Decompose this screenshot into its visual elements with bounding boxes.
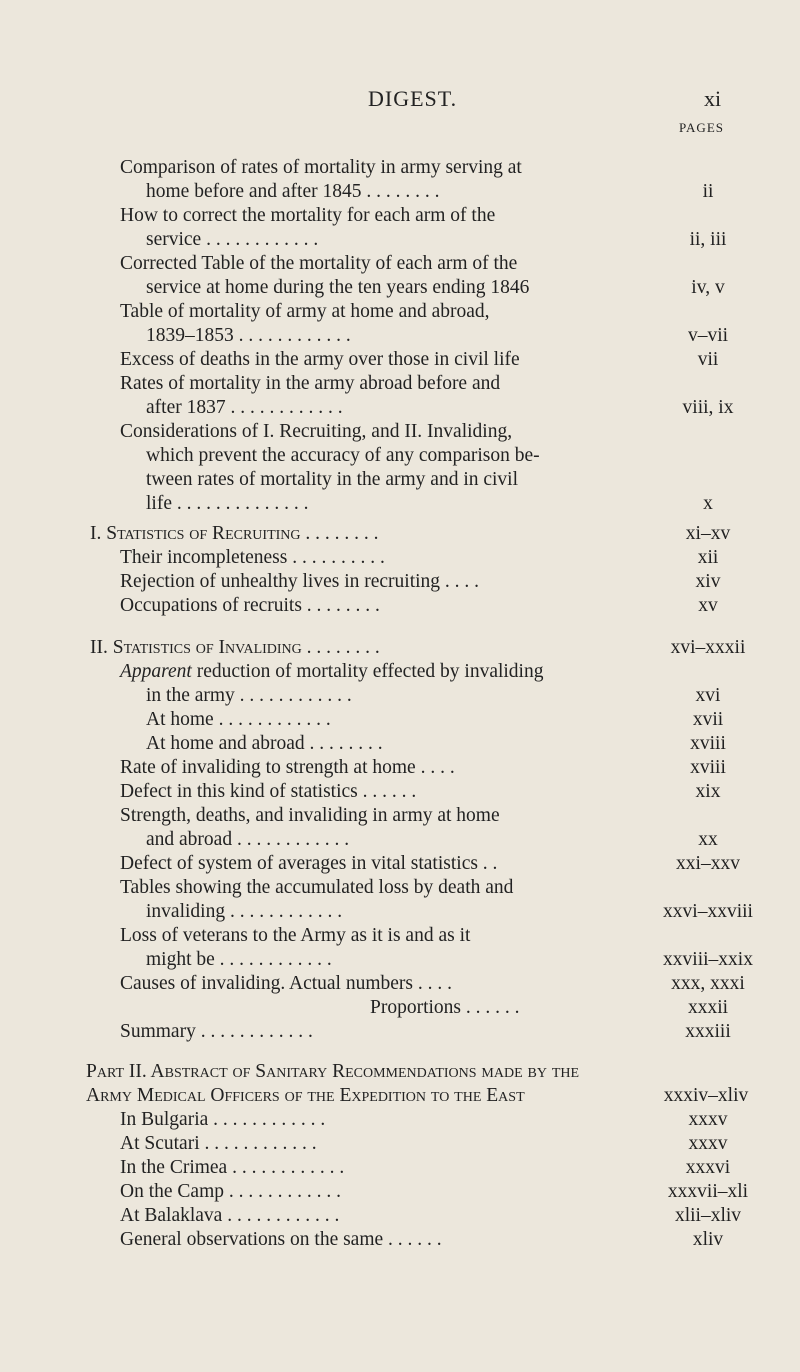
toc-entry-pages: xx (698, 829, 718, 850)
toc-entry-pages: xix (695, 781, 721, 802)
toc-entry-pages: vii (697, 349, 719, 370)
toc-entry-pages: ii (702, 181, 714, 202)
toc-entry-line: On the Camp . . . . . . . . . . . . (120, 1181, 341, 1202)
toc-entry-line: Defect of system of averages in vital statistics . . (120, 853, 498, 874)
toc-entry-pages: xv (698, 595, 718, 616)
toc-entry-line: In Bulgaria . . . . . . . . . . . . (120, 1109, 326, 1130)
toc-entry-pages: xxxvi (685, 1157, 731, 1178)
toc-entry-pages: xlii–xliv (674, 1205, 742, 1226)
toc-entry-line: 1839–1853 . . . . . . . . . . . . (146, 325, 351, 346)
toc-entry-line: Rejection of unhealthy lives in recruiting . . . . (120, 571, 480, 592)
toc-entry-pages: ii, iii (689, 229, 727, 250)
toc-entry-pages: xxxiii (685, 1021, 731, 1042)
toc-entry-line: in the army . . . . . . . . . . . . (146, 685, 352, 706)
toc-entry-line: Causes of invaliding. Actual numbers . . . . (120, 973, 452, 994)
toc-entry-line: In the Crimea . . . . . . . . . . . . (120, 1157, 345, 1178)
toc-entry-line: Loss of veterans to the Army as it is and as it (120, 925, 471, 946)
toc-entry-pages: x (703, 493, 713, 514)
toc-entry-line: Summary . . . . . . . . . . . . (120, 1021, 313, 1042)
running-head (0, 86, 800, 110)
toc-entry-line: II. Statistics of Invaliding . . . . . . . . (90, 637, 380, 658)
toc-entry-line: which prevent the accuracy of any comparison be- (146, 445, 540, 466)
toc-entry-pages: iv, v (691, 277, 725, 298)
toc-entry-pages: xxx, xxxi (671, 973, 745, 994)
toc-entry-line: Part II. Abstract of Sanitary Recommendations made by the (86, 1061, 580, 1082)
toc-entry-pages: xxxv (688, 1109, 728, 1130)
toc-entry-line: Tables showing the accumulated loss by death and (120, 877, 514, 898)
toc-entry-line: Strength, deaths, and invaliding in army at home (120, 805, 500, 826)
toc-entry-line: life . . . . . . . . . . . . . . (146, 493, 309, 514)
toc-entry-line: Excess of deaths in the army over those in civil life (120, 349, 520, 370)
toc-entry-pages: xxxiv–xliv (663, 1085, 749, 1106)
toc-entry-line: Occupations of recruits . . . . . . . . (120, 595, 380, 616)
toc-entry-pages: xvii (692, 709, 724, 730)
toc-entry-pages: xii (697, 547, 719, 568)
toc-entry-line: At home . . . . . . . . . . . . (146, 709, 331, 730)
toc-entry-line: General observations on the same . . . . . . (120, 1229, 442, 1250)
toc-entry-line: At Scutari . . . . . . . . . . . . (120, 1133, 317, 1154)
toc-entry-pages: xxxvii–xli (667, 1181, 749, 1202)
toc-entry-line: Corrected Table of the mortality of each arm of the (120, 253, 518, 274)
toc-entry-line: Defect in this kind of statistics . . . . . . (120, 781, 417, 802)
toc-entry-line: invaliding . . . . . . . . . . . . (146, 901, 343, 922)
toc-entry-pages: xviii (690, 757, 726, 778)
toc-entry-line: Proportions . . . . . . (370, 997, 520, 1018)
running-title: DIGEST. (368, 86, 458, 111)
toc-entry-pages: xxviii–xxix (663, 949, 753, 970)
toc-entry-line: might be . . . . . . . . . . . . (146, 949, 332, 970)
toc-entry-line: Comparison of rates of mortality in army serving at (120, 157, 522, 178)
toc-entry-pages: xxi–xxv (676, 853, 740, 874)
toc-entry-line: At home and abroad . . . . . . . . (146, 733, 383, 754)
toc-entry-pages: v–vii (687, 325, 729, 346)
toc-entry-pages: xviii (690, 733, 726, 754)
toc-entry-line: tween rates of mortality in the army and in civil (146, 469, 519, 490)
toc-entry-line: service at home during the ten years ending 1846 (146, 277, 530, 298)
toc-entry-line: Apparent reduction of mortality effected by invaliding (120, 661, 544, 682)
toc-entry-pages: xiv (695, 571, 721, 592)
toc-entry-pages: xxxii (687, 997, 729, 1018)
toc-entry-pages: xxvi–xxviii (663, 901, 753, 922)
toc-entry-line: Army Medical Officers of the Expedition to the East (86, 1085, 525, 1106)
toc-entry-pages: xxxv (688, 1133, 728, 1154)
toc-entry-line: How to correct the mortality for each arm of the (120, 205, 496, 226)
pages-column-heading: PAGES (679, 120, 724, 135)
toc-entry-pages: xvi (695, 685, 721, 706)
toc-entry-line: Their incompleteness . . . . . . . . . . (120, 547, 385, 568)
toc-entry-pages: xliv (692, 1229, 724, 1250)
toc-entry-line: and abroad . . . . . . . . . . . . (146, 829, 350, 850)
page-number: xi (704, 86, 722, 111)
toc-entry-line: I. Statistics of Recruiting . . . . . . . . (90, 523, 379, 544)
toc-entry-line: home before and after 1845 . . . . . . . . (146, 181, 440, 202)
toc-entry-pages: xvi–xxxii (670, 637, 746, 658)
toc-entry-line: Rate of invaliding to strength at home . . . . (120, 757, 455, 778)
toc-entry-line: Considerations of I. Recruiting, and II. Invaliding, (120, 421, 513, 442)
toc-entry-line: At Balaklava . . . . . . . . . . . . (120, 1205, 340, 1226)
toc-entry-pages: xi–xv (685, 523, 731, 544)
toc-entry-line: Rates of mortality in the army abroad before and (120, 373, 501, 394)
toc-entry-line: Table of mortality of army at home and abroad, (120, 301, 490, 322)
toc-entry-pages: viii, ix (682, 397, 734, 418)
toc-entry-line: after 1837 . . . . . . . . . . . . (146, 397, 343, 418)
toc-entry-line: service . . . . . . . . . . . . (146, 229, 319, 250)
